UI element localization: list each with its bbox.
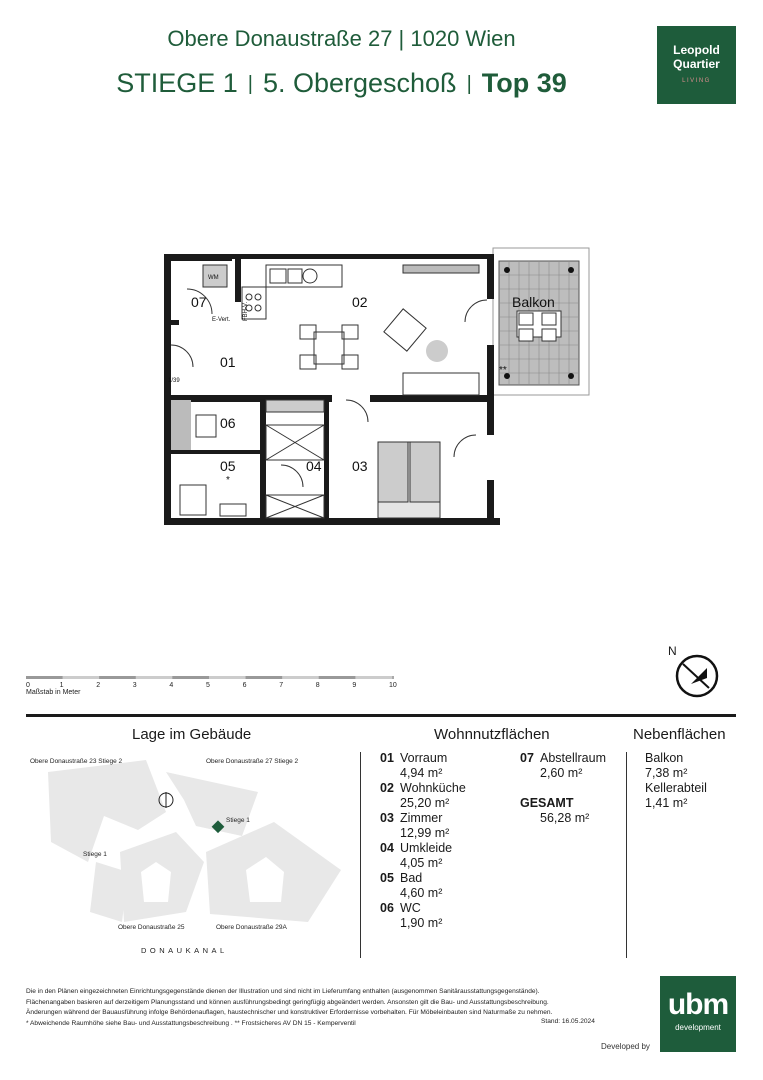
room-num: 01 [380, 751, 394, 765]
total-label: GESAMT [520, 796, 574, 810]
room-num: 06 [380, 901, 394, 915]
site-label: Obere Donaustraße 29A [216, 924, 287, 931]
disclaimer-line: Änderungen während der Bauausführung infolge Behördenauflagen, haustechnischer und konstruktiver Erfordernisse vorbehalten. Für Möbeleinbauten sind Naturmaße zu nehmen. [26, 1009, 553, 1016]
floor-label: 5. Obergeschoß [262, 68, 457, 98]
north-label: N [668, 644, 677, 658]
disclaimer [26, 987, 606, 1029]
scale-segment [172, 676, 209, 679]
scale-label: Maßstab in Meter [26, 689, 81, 696]
list-item [520, 751, 606, 766]
top-label: Top 39 [481, 68, 567, 98]
list-item [380, 781, 466, 796]
scale-tick-label: 9 [352, 682, 357, 688]
room-area: 4,05 m² [400, 856, 443, 870]
neben-area: 1,41 m² [645, 796, 688, 810]
evert-label: E-Vert. [212, 317, 231, 323]
site-map [26, 752, 356, 962]
room-number: 01 [220, 354, 236, 370]
ubm-wordmark: ubm [667, 988, 729, 1021]
scale-tick-label: 3 [132, 682, 137, 688]
room-number: 07 [191, 294, 207, 310]
site-label: Stiege 1 [83, 851, 107, 858]
logo-line: Quartier [673, 57, 720, 71]
room-area: 2,60 m² [540, 766, 583, 780]
room-name: Zimmer [400, 811, 443, 825]
neben-area: 7,38 m² [645, 766, 688, 780]
room-num: 02 [380, 781, 394, 795]
fbhv-label: FBH-V. [243, 301, 249, 321]
room-num: 04 [380, 841, 394, 855]
disclaimer-line: * Abweichende Raumhöhe siehe Bau- und Ausstattungsbeschreibung . ** Frostsicheres AV DN 15 - Kemperventil [26, 1019, 356, 1027]
scale-segment [209, 676, 246, 679]
neben-name: Kellerabteil [645, 781, 707, 795]
room-area: 1,90 m² [400, 916, 443, 930]
dstar-note: ** [499, 365, 507, 376]
total-area: 56,28 m² [540, 811, 590, 825]
scale-segment [246, 676, 283, 679]
scale-segment [136, 676, 173, 679]
room-number: 06 [220, 415, 236, 431]
scale-segment [319, 676, 356, 679]
leopold-quartier-logo [657, 26, 736, 104]
scale-segment [99, 676, 136, 679]
list-item [380, 871, 466, 886]
room-name: Umkleide [400, 841, 453, 855]
list-item [380, 841, 466, 856]
balcony-label: Balkon [512, 294, 555, 310]
neben-name: Balkon [645, 751, 684, 765]
canal-label: DONAUKANAL [141, 946, 228, 955]
disclaimer-line: Die in den Plänen eingezeichneten Einrichtungsgegenstände dienen der Illustration und sind nicht im Lieferumfang enthalten (ausgenommen Sanitärausstattungsgegenstände). [26, 988, 540, 995]
room-number: 05 [220, 458, 236, 474]
wohn-list-1 [380, 751, 466, 931]
neben-list [645, 751, 707, 811]
section-heading-lage: Lage im Gebäude [132, 726, 252, 743]
list-item [380, 901, 466, 916]
scale-tick-label: 6 [242, 682, 247, 688]
section-heading-wohn: Wohnnutzflächen [434, 726, 550, 743]
room-area: 4,94 m² [400, 766, 443, 780]
room-name: Wohnküche [400, 781, 466, 795]
list-item [380, 811, 466, 826]
site-label: Obere Donaustraße 27 Stiege 2 [206, 758, 299, 765]
scale-tick-label: 2 [96, 682, 101, 688]
room-num: 07 [520, 751, 534, 765]
room-name: Abstellraum [540, 751, 606, 765]
ubm-logo [660, 976, 736, 1052]
room-area: 12,99 m² [400, 826, 450, 840]
separator: | [247, 73, 253, 95]
scale-tick-label: 0 [26, 682, 30, 688]
list-item [380, 751, 466, 766]
section-heading-neben: Nebenflächen [633, 726, 726, 743]
room-number: 03 [352, 458, 368, 474]
unit-title [0, 68, 683, 99]
room-name: Vorraum [400, 751, 448, 765]
site-label: Stiege 1 [226, 817, 250, 824]
stair-label: STIEGE 1 [116, 68, 238, 98]
room-num: 03 [380, 811, 394, 825]
room-area: 25,20 m² [400, 796, 450, 810]
ubm-sub: development [675, 1023, 721, 1032]
section-rule [26, 714, 736, 717]
stand-date: Stand: 16.05.2024 [541, 1018, 595, 1025]
scale-segment [282, 676, 319, 679]
room-name: WC [400, 901, 421, 915]
walls [164, 254, 500, 525]
scale-bar [26, 676, 398, 688]
compass-icon [669, 646, 725, 702]
address-title: Obere Donaustraße 27 | 1020 Wien [167, 26, 516, 51]
disclaimer-line: Flächenangaben basieren auf derzeitigem Planungsstand und können ausführungsbedingt geringfügig abgeändert werden. Ansonsten gilt die Bau- und Ausstattungsbeschreibung. [26, 998, 549, 1006]
logo-line: Leopold [673, 43, 720, 57]
room-name: Bad [400, 871, 423, 885]
balcony [493, 248, 589, 395]
room-num: 05 [380, 871, 394, 885]
room-area: 4,60 m² [400, 886, 443, 900]
scale-segment [63, 676, 100, 679]
scale-tick-label: 10 [389, 682, 397, 688]
column-divider [626, 752, 627, 958]
wm-label: WM [208, 275, 219, 281]
scale-tick-label: 8 [315, 682, 320, 688]
column-divider [360, 752, 361, 958]
scale-tick-label: 7 [279, 682, 284, 688]
logo-line: LIVING [682, 78, 711, 84]
scale-tick-label: 1 [59, 682, 64, 688]
room-number: 02 [352, 294, 368, 310]
door-code: 1/39 [168, 378, 180, 384]
separator: | [466, 73, 472, 95]
developed-by: Developed by [601, 1042, 650, 1051]
spacer [520, 781, 606, 796]
star-note: * [226, 475, 230, 486]
site-label: Obere Donaustraße 23 Stiege 2 [30, 758, 123, 765]
floor-plan [160, 245, 600, 530]
scale-tick-label: 4 [169, 682, 174, 688]
room-number: 04 [306, 458, 322, 474]
scale-segment [355, 676, 392, 679]
site-label: Obere Donaustraße 25 [118, 924, 185, 931]
wohn-list-2 [520, 751, 606, 826]
scale-segment [26, 676, 63, 679]
scale-tick-label: 5 [206, 682, 210, 688]
